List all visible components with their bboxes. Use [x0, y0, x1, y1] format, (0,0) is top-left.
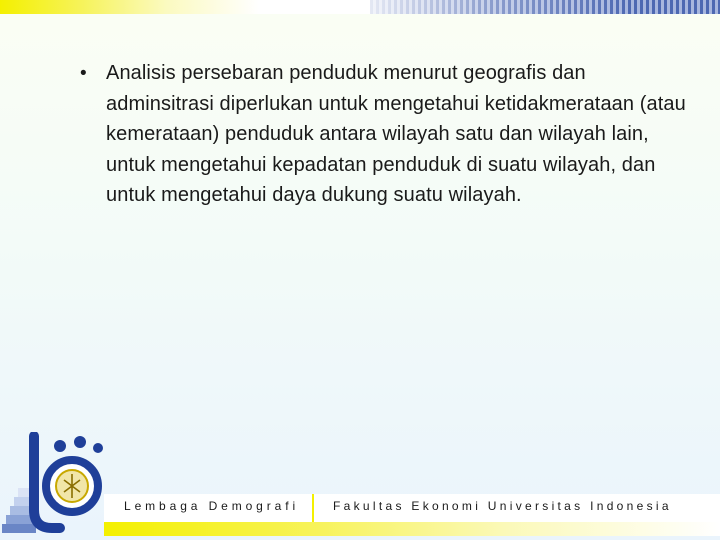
footer-faculty-label: Fakultas Ekonomi Universitas Indonesia: [333, 499, 672, 513]
top-stripe-yellow: [0, 0, 370, 14]
footer-divider: [312, 494, 314, 522]
bullet-item: [80, 58, 690, 211]
slide-body: [80, 58, 690, 211]
top-stripe-blue: [370, 0, 720, 14]
footer-institution-label: Lembaga Demografi: [124, 499, 300, 513]
top-decorative-stripe: [0, 0, 720, 14]
bullet-text: Analisis persebaran penduduk menurut geografis dan adminsitrasi diperlukan untuk mengetahui ketidakmerataan (atau kemerataan) penduduk antara wilayah satu dan wilayah lain, untuk mengetahui kepadatan penduduk di suatu wilayah, dan untuk mengetahui daya dukung suatu wilayah.: [106, 62, 686, 206]
lembaga-demografi-logo-icon: [2, 432, 104, 538]
footer-yellow-stripe: [104, 522, 720, 536]
bullet-marker: •: [80, 63, 87, 84]
